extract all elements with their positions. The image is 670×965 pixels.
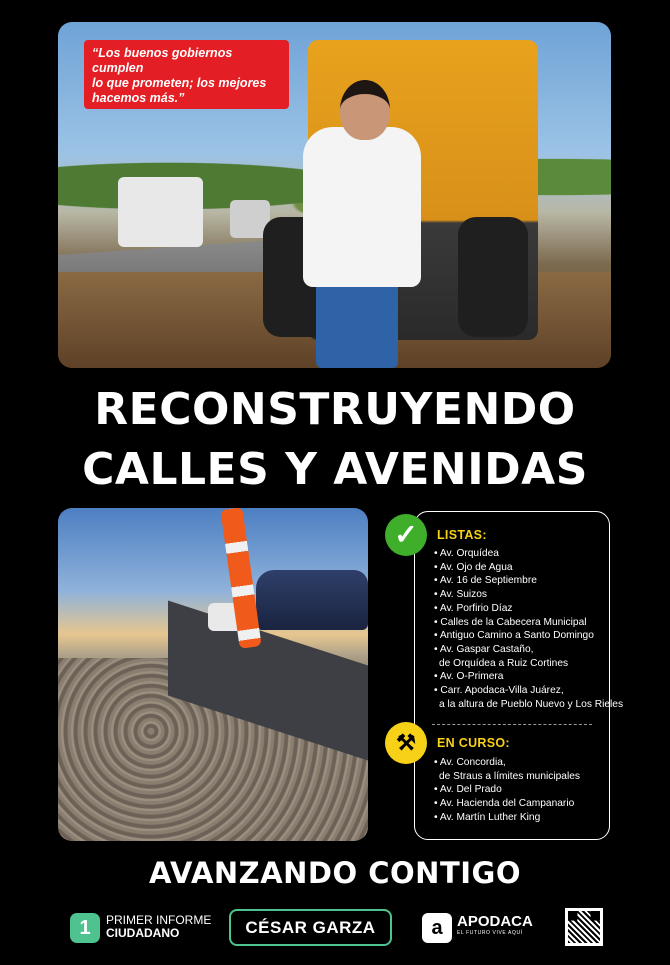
apodaca-logo-mark: a bbox=[422, 913, 452, 943]
list-item: • Av. Orquídea bbox=[434, 547, 623, 561]
quote-line: lo que prometen; los mejores bbox=[92, 76, 267, 90]
listas-title: LISTAS: bbox=[437, 528, 487, 542]
list-item: • Av. Porfirio Díaz bbox=[434, 602, 623, 616]
construction-photo bbox=[58, 508, 368, 841]
headline-line-2: CALLES Y AVENIDAS bbox=[82, 444, 588, 495]
list-item-continuation: de Orquídea a Ruiz Cortines bbox=[439, 657, 569, 669]
qr-pattern bbox=[568, 911, 600, 943]
person-shirt bbox=[303, 127, 421, 287]
white-truck bbox=[118, 177, 203, 247]
quote-line: hacemos más.” bbox=[92, 91, 185, 105]
list-item: • Av. Hacienda del Campanario bbox=[434, 797, 580, 811]
person-head bbox=[340, 80, 390, 140]
list-item: • Av. Concordia, bbox=[434, 756, 580, 770]
informe-line-2: CIUDADANO bbox=[106, 926, 180, 940]
list-item-continuation: a la altura de Pueblo Nuevo y Los Rieles bbox=[439, 698, 624, 710]
list-item: • Av. Del Prado bbox=[434, 783, 580, 797]
en-curso-title: EN CURSO: bbox=[437, 736, 510, 750]
informe-logo: 1 bbox=[70, 913, 100, 943]
list-item: • Av. Ojo de Agua bbox=[434, 561, 623, 575]
list-item: • Av. Martín Luther King bbox=[434, 811, 580, 825]
quote-line: “Los buenos gobiernos cumplen bbox=[92, 46, 233, 75]
list-item-continuation: de Straus a límites municipales bbox=[439, 770, 580, 782]
grader-wheel-right bbox=[458, 217, 528, 337]
apodaca-name: APODACA bbox=[457, 913, 533, 930]
apodaca-slogan: EL FUTURO VIVE AQUÍ bbox=[457, 930, 523, 936]
construction-worker-icon: ⚒ bbox=[385, 722, 427, 764]
blue-car bbox=[256, 570, 368, 630]
list-item: • Av. Suizos bbox=[434, 588, 623, 602]
headline-line-1: RECONSTRUYENDO bbox=[94, 384, 576, 435]
list-item: • Av. O-Primera bbox=[434, 670, 623, 684]
list-item: • Calles de la Cabecera Municipal bbox=[434, 616, 623, 630]
person-legs bbox=[316, 277, 398, 368]
tagline: AVANZANDO CONTIGO bbox=[149, 856, 521, 890]
listas-list bbox=[434, 547, 623, 711]
apodaca-wordmark bbox=[457, 914, 533, 937]
divider bbox=[432, 724, 592, 725]
informe-line-1: PRIMER INFORME bbox=[106, 913, 212, 927]
qr-code-icon[interactable] bbox=[565, 908, 603, 946]
cesar-garza-logo: CÉSAR GARZA bbox=[229, 909, 392, 946]
list-item: • Av. 16 de Septiembre bbox=[434, 574, 623, 588]
list-item: • Carr. Apodaca-Villa Juárez, bbox=[434, 684, 623, 698]
en-curso-list bbox=[434, 756, 580, 825]
informe-text bbox=[106, 914, 211, 940]
list-item: • Antiguo Camino a Santo Domingo bbox=[434, 629, 623, 643]
list-item: • Av. Gaspar Castaño, bbox=[434, 643, 623, 657]
quote-box bbox=[84, 40, 289, 109]
check-icon: ✓ bbox=[385, 514, 427, 556]
